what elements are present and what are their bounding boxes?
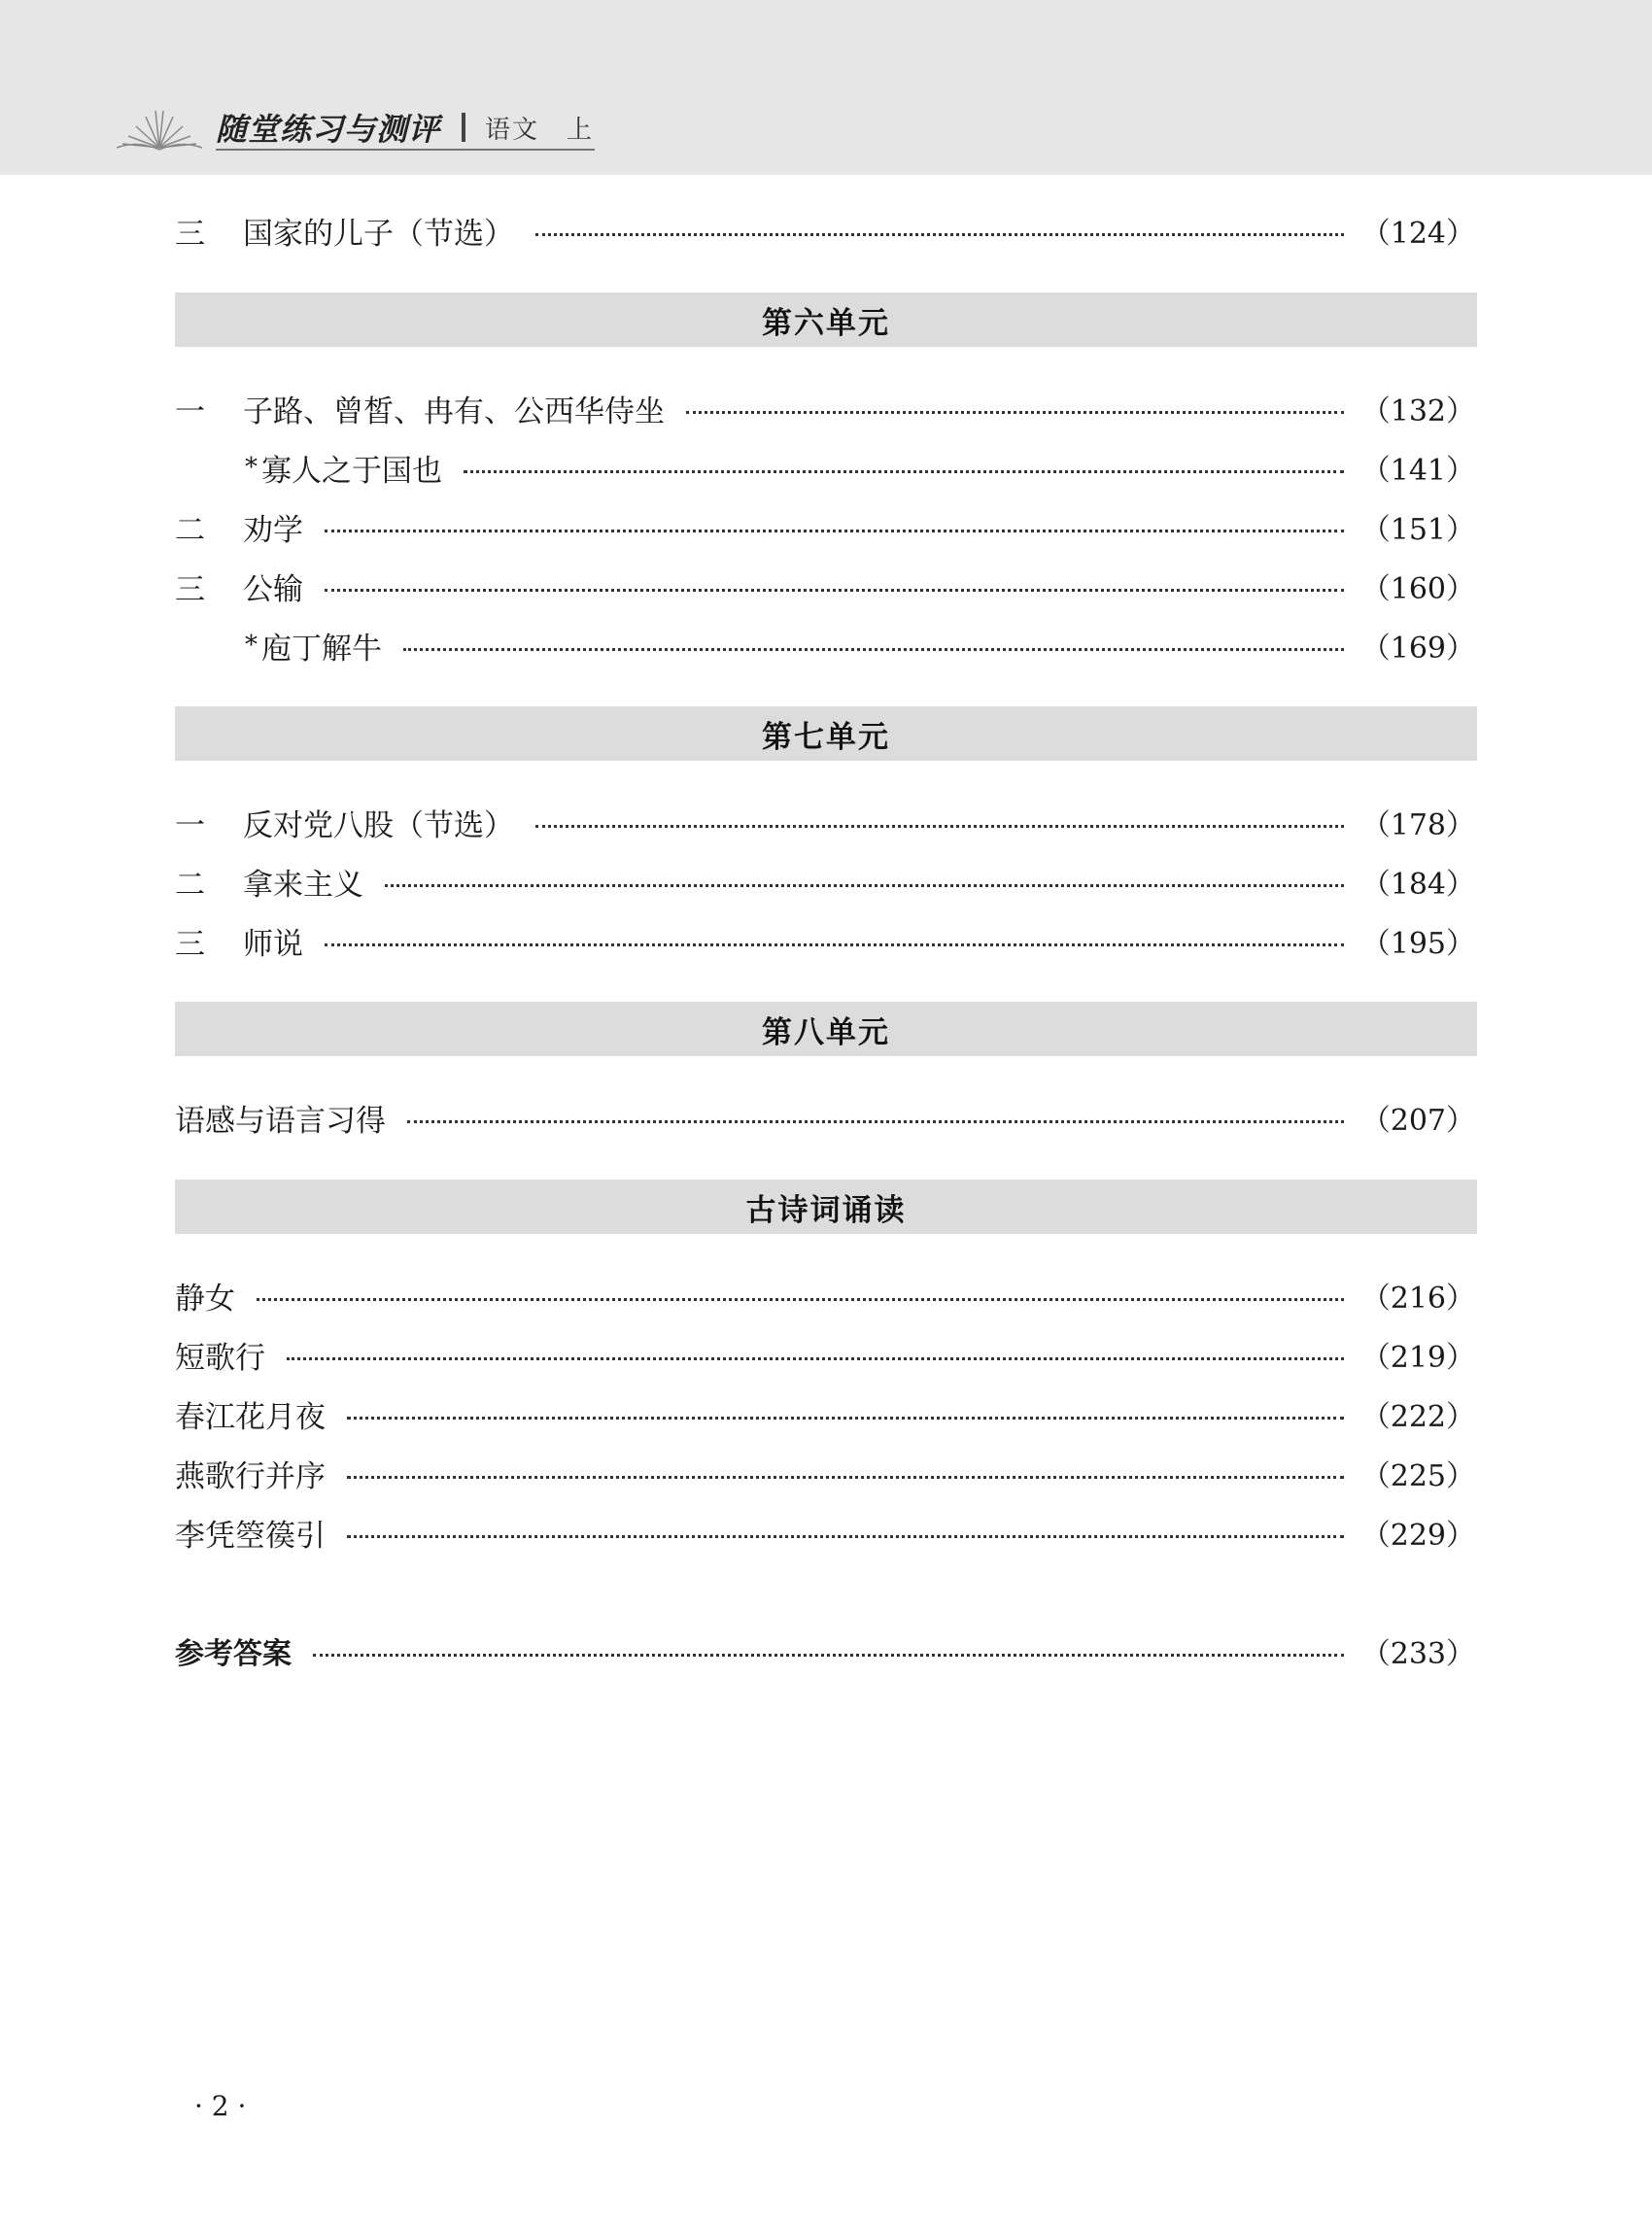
entry-number: 三 <box>175 571 205 607</box>
unit-heading: 古诗词诵读 <box>175 1180 1477 1234</box>
entry-title: 静女 <box>175 1281 235 1317</box>
entry-page: （216） <box>1360 1282 1475 1316</box>
toc-entry[interactable] <box>175 1093 1475 1142</box>
entry-title: 反对党八股（节选） <box>243 807 514 843</box>
toc-entry-answers[interactable] <box>175 1627 1475 1675</box>
entry-title: 寡人之于国也 <box>261 453 442 489</box>
entry-page: （160） <box>1360 572 1475 606</box>
dot-leader <box>407 1120 1344 1123</box>
dot-leader <box>347 1535 1344 1538</box>
toc-entry[interactable] <box>175 857 1475 906</box>
entry-page: （151） <box>1360 513 1475 547</box>
entry-page: （195） <box>1360 927 1475 961</box>
page-header <box>0 0 1652 175</box>
entry-title: 师说 <box>243 926 303 962</box>
entry-title: 春江花月夜 <box>175 1399 326 1435</box>
dot-leader <box>686 411 1344 414</box>
entry-number: 三 <box>175 216 205 252</box>
entry-title: 庖丁解牛 <box>261 631 382 667</box>
toc-entry[interactable] <box>175 1271 1475 1319</box>
dot-leader <box>403 648 1344 651</box>
entry-title: 短歌行 <box>175 1340 265 1376</box>
open-book-icon <box>115 105 204 152</box>
entry-page: （124） <box>1360 217 1475 251</box>
dot-leader <box>325 530 1344 532</box>
entry-number: 二 <box>175 867 205 903</box>
entry-title: 劝学 <box>243 512 303 548</box>
entry-title: 参考答案 <box>175 1637 292 1671</box>
toc-entry[interactable] <box>175 916 1475 965</box>
dot-leader <box>325 589 1344 592</box>
toc-entry[interactable] <box>245 443 1475 492</box>
dot-leader <box>347 1476 1344 1479</box>
dot-leader <box>464 470 1344 473</box>
header-underline <box>216 149 595 151</box>
entry-page: （219） <box>1360 1341 1475 1375</box>
volume-label: 上 <box>567 115 593 145</box>
entry-title: 语感与语言习得 <box>175 1103 386 1139</box>
toc-entry[interactable] <box>175 1449 1475 1497</box>
dot-leader <box>325 943 1344 946</box>
entry-page: （132） <box>1360 394 1475 428</box>
dot-leader <box>347 1417 1344 1420</box>
book-brand <box>216 105 592 150</box>
self-study-star: * <box>245 631 258 660</box>
toc-entry[interactable] <box>175 384 1475 432</box>
entry-title: 李凭箜篌引 <box>175 1518 326 1554</box>
book-title: 随堂练习与测评 <box>216 111 441 148</box>
dot-leader <box>385 884 1344 887</box>
toc-entry[interactable] <box>175 1508 1475 1557</box>
subject-label: 语文 <box>485 115 540 145</box>
unit-heading: 第六单元 <box>175 292 1477 347</box>
toc-entry[interactable] <box>245 621 1475 669</box>
entry-page: （233） <box>1360 1637 1475 1671</box>
toc-entry[interactable] <box>175 206 1475 255</box>
unit-heading: 第八单元 <box>175 1002 1477 1056</box>
page-number: · 2 · <box>194 2090 247 2122</box>
entry-number: 一 <box>175 394 205 429</box>
dot-leader <box>257 1298 1344 1301</box>
toc-entry[interactable] <box>175 1330 1475 1379</box>
entry-title: 燕歌行并序 <box>175 1458 326 1494</box>
entry-page: （225） <box>1360 1459 1475 1493</box>
entry-number: 二 <box>175 512 205 548</box>
title-divider <box>462 113 465 142</box>
entry-page: （184） <box>1360 868 1475 902</box>
entry-number: 三 <box>175 926 205 962</box>
dot-leader <box>313 1654 1344 1657</box>
entry-title: 子路、曾皙、冉有、公西华侍坐 <box>243 394 665 429</box>
entry-page: （222） <box>1360 1400 1475 1434</box>
entry-title: 拿来主义 <box>243 867 363 903</box>
toc-entry[interactable] <box>175 562 1475 610</box>
entry-title: 公输 <box>243 571 303 607</box>
dot-leader <box>535 825 1344 828</box>
toc-entry[interactable] <box>175 502 1475 551</box>
dot-leader <box>287 1357 1344 1360</box>
toc-entry[interactable] <box>175 1389 1475 1438</box>
entry-title: 国家的儿子（节选） <box>243 216 514 252</box>
entry-page: （207） <box>1360 1104 1475 1138</box>
entry-page: （178） <box>1360 808 1475 842</box>
entry-page: （229） <box>1360 1519 1475 1553</box>
self-study-star: * <box>245 453 258 482</box>
unit-heading: 第七单元 <box>175 706 1477 761</box>
entry-number: 一 <box>175 807 205 843</box>
dot-leader <box>535 233 1344 236</box>
toc-entry[interactable] <box>175 798 1475 846</box>
entry-page: （169） <box>1360 632 1475 666</box>
entry-page: （141） <box>1360 454 1475 488</box>
